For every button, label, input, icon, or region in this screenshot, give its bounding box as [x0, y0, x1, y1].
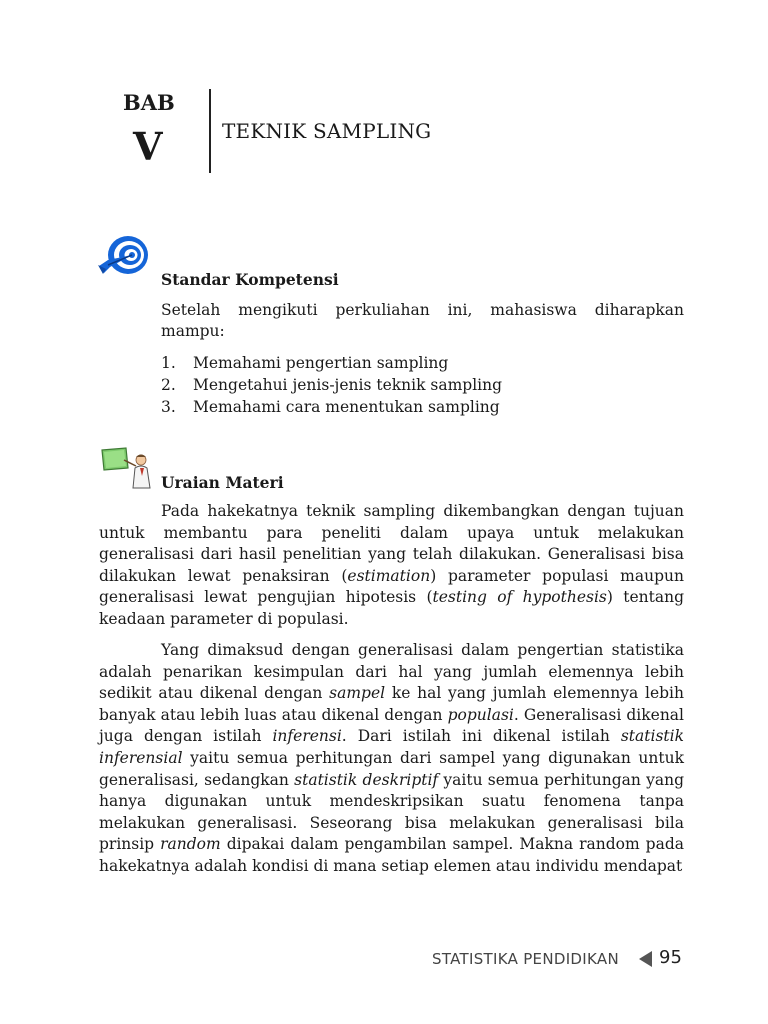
competency-list — [161, 352, 502, 418]
text-run: . Generalisasi dikenal juga dengan istilah — [99, 705, 685, 746]
list-item: 1. Memahami pengertian sampling — [161, 354, 449, 372]
list-item: 2. Mengetahui jenis-jenis teknik sampling — [161, 376, 503, 394]
target-arrow-icon — [96, 233, 154, 285]
list-item: 3. Memahami cara menentukan sampling — [161, 398, 500, 416]
standar-kompetensi-heading: Standar Kompetensi — [161, 270, 339, 289]
standar-kompetensi-intro: Setelah mengikuti perkuliahan ini, mahasiswa diharapkan mampu: — [161, 301, 684, 340]
teacher-board-icon — [100, 446, 156, 490]
paragraph-1 — [99, 501, 684, 631]
chapter-label: BAB — [123, 90, 175, 115]
header-divider — [209, 89, 211, 173]
text-run: Pada hakekatnya teknik sampling dikembangkan dengan tujuan untuk membantu para peneliti dalam upaya untuk melakukan generalisasi dari hasil penelitian yang telah dilakukan. Generalisasi bisa dilakukan lewat penaksiran ( — [99, 502, 684, 585]
italic-term: sampel — [329, 684, 386, 703]
italic-term: random — [160, 835, 221, 854]
text-run: yaitu semua perhitungan dari sampel yang digunakan untuk generalisasi, sedangkan — [99, 748, 684, 789]
paragraph-2 — [99, 640, 684, 878]
italic-term: statistik inferensial — [99, 727, 684, 767]
text-run: . Dari istilah ini dikenal istilah — [341, 727, 621, 746]
page-number: 95 — [659, 947, 682, 968]
text-run: yaitu semua perhitungan yang hanya digunakan untuk mendeskripsikan suatu fenomena tanpa melakukan generalisasi. Seseorang bisa melakukan generalisasi bila prinsip — [99, 770, 685, 854]
text-run: ke hal yang jumlah elemennya lebih banyak atau lebih luas atau dikenal dengan — [99, 684, 684, 724]
text-run: ) parameter populasi maupun generalisasi lewat pengujian hipotesis ( — [99, 566, 684, 607]
italic-term: testing of hypothesis — [432, 588, 607, 607]
italic-term: inferensi — [272, 727, 342, 746]
text-run: ) tentang keadaan parameter di populasi. — [99, 588, 684, 628]
uraian-materi-heading: Uraian Materi — [161, 473, 284, 492]
italic-term: statistik deskriptif — [294, 770, 439, 789]
chapter-number: V — [133, 124, 163, 169]
book-title: STATISTIKA PENDIDIKAN — [432, 950, 619, 968]
italic-term: populasi — [447, 705, 514, 724]
italic-term: estimation — [347, 566, 431, 585]
text-run: Yang dimaksud dengan generalisasi dalam pengertian statistika adalah penarikan kesimpulan dari hal yang jumlah elemennya lebih sedikit atau dikenal dengan — [99, 641, 684, 703]
chapter-title: TEKNIK SAMPLING — [222, 119, 432, 143]
text-run: dipakai dalam pengambilan sampel. Makna random pada hakekatnya adalah kondisi di mana setiap elemen atau individu mendapat — [99, 835, 684, 875]
left-triangle-icon — [637, 949, 653, 969]
